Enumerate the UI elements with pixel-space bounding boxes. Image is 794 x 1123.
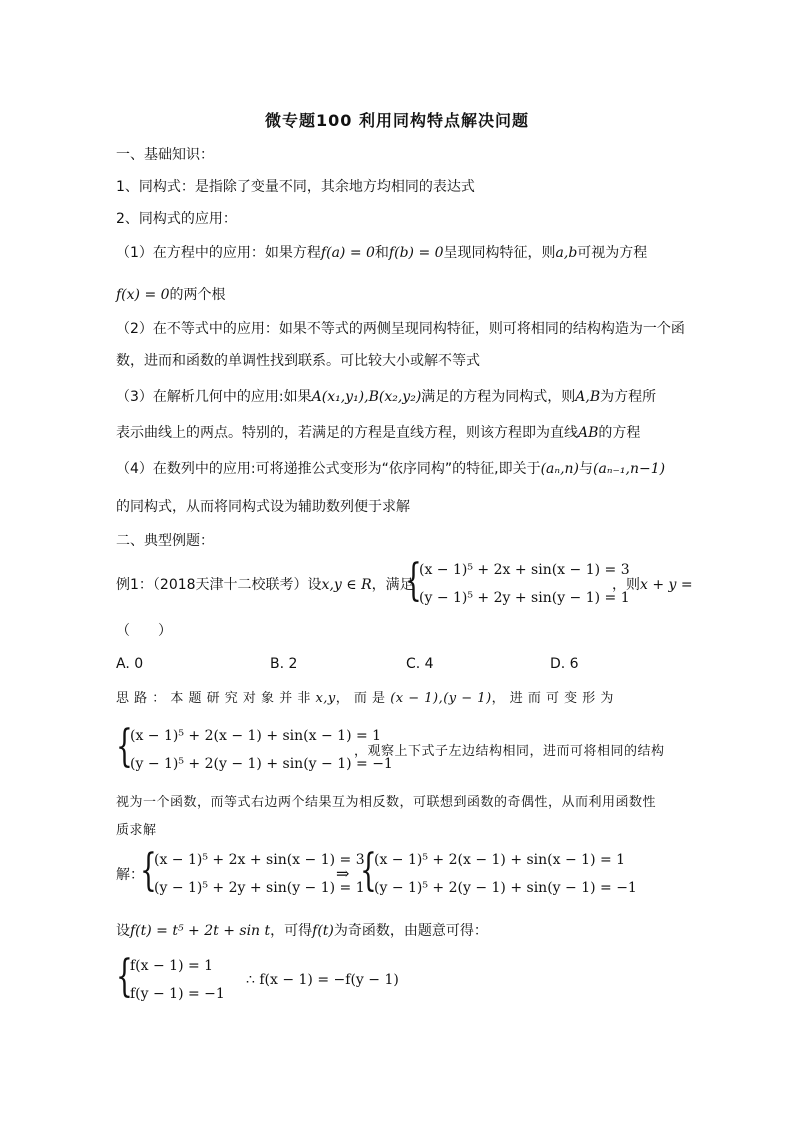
text: ，可得 (270, 923, 313, 939)
paragraph-equation-app (116, 244, 647, 262)
system-row-2: (y − 1)⁵ + 2(y − 1) + sin(y − 1) = −1 (130, 756, 393, 772)
text: 为方程所 (600, 389, 657, 405)
option-b: B. 2 (270, 656, 298, 672)
text: 思 路 ： 本 题 研 究 对 象 并 非 (116, 691, 311, 706)
text: 例1：（2018天津十二校联考）设 (116, 577, 322, 593)
solution-final-system (116, 951, 246, 1010)
math: f(x) = 0 (116, 287, 170, 303)
option-d: D. 6 (550, 656, 579, 672)
text: ，则 (612, 577, 640, 593)
example-1-question (612, 576, 693, 594)
paragraph-applications: 2、同构式的应用： (116, 211, 237, 227)
answer-blank: （ ） (116, 623, 172, 639)
section-heading-basics: 一、基础知识： (116, 147, 214, 163)
thinking-line-3: 视为一个函数，而等式右边两个结果互为相反数，可联想到函数的奇偶性，从而利用函数性 (116, 795, 657, 810)
text: 满足的方程为同构式，则 (421, 389, 576, 405)
paragraph-sequence-app-cont: 的同构式，从而将同构式设为辅助数列便于求解 (116, 499, 410, 515)
math: AB (578, 425, 599, 441)
math: f(t) = t⁵ + 2t + sin t (130, 923, 271, 939)
math: f(a) = 0 (320, 245, 375, 261)
text: 为奇函数，由题意可得： (333, 923, 488, 939)
math: x,y (315, 691, 336, 706)
thinking-line-2: ，观察上下式子左边结构相同，进而可将相同的结构 (354, 744, 665, 759)
paragraph-equation-app-cont (116, 286, 226, 304)
math: (aₙ₋₁,n−1) (593, 461, 666, 477)
brace: { (116, 951, 133, 1002)
brace: { (140, 845, 157, 896)
math: a,b (555, 245, 578, 261)
paragraph-definition: 1、同构式：是指除了变量不同，其余地方均相同的表达式 (116, 179, 475, 195)
brace: { (360, 845, 377, 896)
system-row-1: (x − 1)⁵ + 2(x − 1) + sin(x − 1) = 1 (374, 852, 626, 868)
option-a: A. 0 (116, 656, 144, 672)
solution-left-system (140, 845, 365, 904)
solution-conclusion: ∴ f(x − 1) = −f(y − 1) (246, 972, 399, 988)
math: (x − 1),(y − 1) (390, 691, 492, 706)
system-row-2: (y − 1)⁵ + 2y + sin(y − 1) = 1 (154, 880, 365, 896)
math: x,y ∈ R (321, 577, 372, 593)
system-row-1: (x − 1)⁵ + 2(x − 1) + sin(x − 1) = 1 (130, 728, 382, 744)
paragraph-geometry-app (116, 388, 656, 406)
text: 表示曲线上的两点。特别的，若满足的方程是直线方程，则该方程即为直线 (116, 425, 578, 441)
text: （3）在解析几何中的应用:如果 (116, 389, 312, 405)
implies-arrow: ⇒ (336, 864, 350, 883)
text: 设 (116, 923, 130, 939)
system-row-2: (y − 1)⁵ + 2(y − 1) + sin(y − 1) = −1 (374, 880, 637, 896)
brace: { (405, 555, 422, 606)
text: （4）在数列中的应用:可将递推公式变形为“依序同构”的特征,即关于 (116, 461, 541, 477)
math: x + y = (640, 577, 693, 593)
system-row-1: f(x − 1) = 1 (130, 958, 214, 974)
text: 与 (579, 461, 594, 477)
solution-definition (116, 922, 488, 940)
example-1-system (405, 555, 630, 612)
text: 和 (374, 245, 389, 261)
math: A,B (575, 389, 601, 405)
system-row-1: (x − 1)⁵ + 2x + sin(x − 1) = 3 (154, 852, 365, 868)
paragraph-geometry-app-cont (116, 424, 640, 442)
math: f(b) = 0 (388, 245, 444, 261)
option-c: C. 4 (406, 656, 434, 672)
math: A(x₁,y₁),B(x₂,y₂) (311, 389, 422, 405)
page-title: 微专题100 利用同构特点解决问题 (265, 111, 529, 130)
text: ， 而 是 (335, 691, 386, 706)
thinking-line-4: 质求解 (116, 823, 157, 838)
text: （1）在方程中的应用：如果方程 (116, 245, 321, 261)
text: ，满足 (371, 577, 414, 593)
system-row-2: (y − 1)⁵ + 2y + sin(y − 1) = 1 (419, 590, 630, 606)
system-row-1: (x − 1)⁵ + 2x + sin(x − 1) = 3 (419, 562, 630, 578)
text: 可视为方程 (577, 245, 648, 261)
text: ， 进 而 可 变 形 为 (491, 691, 614, 706)
math: (aₙ,n) (540, 461, 580, 477)
example-1-statement (116, 576, 414, 594)
math: f(t) (312, 923, 334, 939)
solution-label: 解： (116, 867, 144, 883)
paragraph-inequality-app-cont: 数，进而和函数的单调性找到联系。可比较大小或解不等式 (116, 353, 480, 369)
paragraph-sequence-app (116, 460, 665, 478)
thinking-line-1 (116, 690, 614, 708)
section-heading-examples: 二、典型例题： (116, 533, 214, 549)
brace: { (116, 721, 133, 772)
solution-right-system (360, 845, 637, 904)
text: 呈现同构特征，则 (443, 245, 556, 261)
paragraph-inequality-app: （2）在不等式中的应用：如果不等式的两侧呈现同构特征，则可将相同的结构构造为一个函 (116, 321, 685, 337)
system-row-2: f(y − 1) = −1 (130, 986, 225, 1002)
thinking-system (116, 721, 393, 780)
text: 的方程 (598, 425, 641, 441)
text: 的两个根 (169, 287, 226, 303)
